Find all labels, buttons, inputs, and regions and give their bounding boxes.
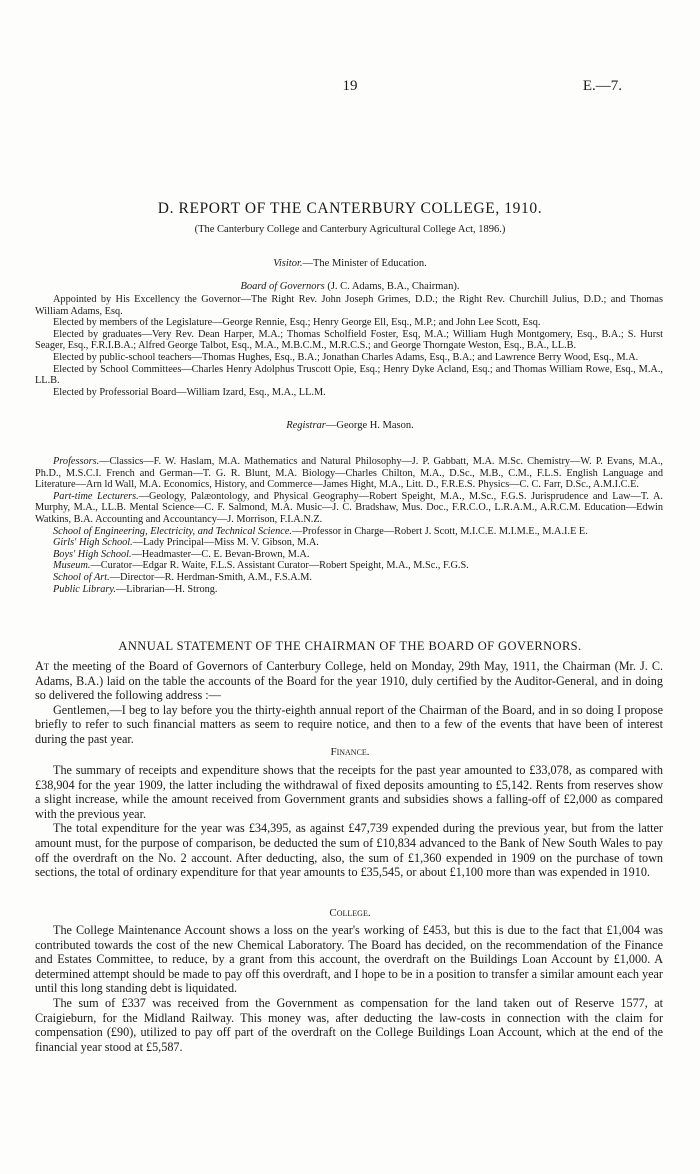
staff-label: Part-time Lecturers. xyxy=(53,490,139,502)
staff-label: Public Library. xyxy=(53,583,116,595)
board-text: (J. C. Adams, B.A., Chairman). xyxy=(327,281,460,292)
staff-item xyxy=(35,456,663,491)
staff-text: —Headmaster—C. E. Bevan-Brown, M.A. xyxy=(131,548,310,560)
appointment-item: Elected by Professorial Board—William Izard, Esq., M.A., LL.M. xyxy=(53,386,326,398)
staff-text: —Curator—Edgar R. Waite, F.L.S. Assistant Curator—Robert Speight, M.A., M.Sc., F.G.S. xyxy=(90,560,469,572)
staff-text: —Geology, Palæontology, and Physical Geography—Robert Speight, M.A., M.Sc., F.G.S. Jurisprudence and Law—T. A. Murphy, M.A., LL.B. Mental Science—C. F. Salmond, M.A. Music—J. C. Bradshaw, Mus. Doc., F.R.C.O., L.R.A.M., A.R.C.M. Education—Edwin Watkins, B.A. Accounting and Accountancy—J. Morrison, F.I.A.N.Z. xyxy=(35,490,663,525)
report-title: D. REPORT OF THE CANTERBURY COLLEGE, 1910. xyxy=(157,200,543,217)
staff-label: Museum. xyxy=(53,560,91,572)
staff-text: —Classics—F. W. Haslam, M.A. Mathematics and Natural Philosophy—J. P. Gabbatt, M.A. M.Sc. Chemistry—W. P. Evans, M.A., Ph.D., M.S.C.I. French and German—T. G. R. Blunt, M.A. Biology—Charles Chilton, M.A., D.Sc., M.B., C.M., F.L.S. English Language and Literature—Arn ld Wall, M.A. Economics, History, and Commerce—James Hight, M.A., Litt. D., F.R.E.S. Physics—C. C. Farr, D.Sc., A.M.I.C.E. xyxy=(35,456,663,491)
registrar-text: —George H. Mason. xyxy=(325,420,414,431)
intro-lead: At xyxy=(35,659,50,673)
staff-list xyxy=(35,456,663,595)
staff-item xyxy=(35,491,663,526)
staff-label: Girls' High School. xyxy=(53,537,133,549)
staff-item xyxy=(35,549,663,561)
staff-label: School of Engineering, Electricity, and Technical Science. xyxy=(53,525,292,537)
college-heading: College. xyxy=(329,907,371,919)
document-reference: E.—7. xyxy=(582,78,622,94)
staff-item xyxy=(35,572,663,584)
staff-label: School of Art. xyxy=(53,571,110,583)
address-paragraph: Gentlemen,—I beg to lay before you the thirty-eighth annual report of the Chairman of the Board, and in so doing I propose briefly to refer to such financial matters as seem to require notice, and then to a few of the events that have been of interest during the past year. xyxy=(35,702,663,746)
staff-text: —Professor in Charge—Robert J. Scott, M.I.C.E. M.I.M.E., M.A.I.E E. xyxy=(291,525,588,537)
staff-text: —Librarian—H. Strong. xyxy=(115,583,218,595)
intro-text: the meeting of the Board of Governors of Canterbury College, held on Monday, 29th May, 1911, the Chairman (Mr. J. C. Adams, B.A.) laid on the table the accounts of the Board for the year 1910, duly certified by the Auditor-General, and in doing so delivered the following address :— xyxy=(35,659,663,703)
finance-heading: Finance. xyxy=(330,746,370,758)
appointment-item: Elected by School Committees—Charles Henry Adolphus Truscott Opie, Esq.; Henry Dyke Acland, Esq.; and Thomas William Rowe, Esq., M.A., LL.B. xyxy=(35,363,663,387)
staff-text: —Director—R. Herdman-Smith, A.M., F.S.A.M. xyxy=(109,571,312,583)
staff-text: —Lady Principal—Miss M. V. Gibson, M.A. xyxy=(132,537,319,549)
annual-statement-heading: ANNUAL STATEMENT OF THE CHAIRMAN OF THE BOARD OF GOVERNORS. xyxy=(118,639,582,653)
staff-label: Professors. xyxy=(53,456,100,467)
appointments-list xyxy=(35,294,663,398)
staff-item xyxy=(35,560,663,572)
finance-paragraph: The summary of receipts and expenditure shows that the receipts for the past year amounted to £33,078, as compared with £38,904 for the year 1909, the latter including the withdrawal of fixed deposits amounting to £5,142. Rents from reserves show a slight increase, while the amount received from Government grants and subsidies shows a falling-off of £2,000 as compared with the previous year. xyxy=(35,763,663,821)
finance-paragraph: The total expenditure for the year was £34,395, as against £47,739 expended during the previous year, but from the latter amount must, for the purpose of comparison, be deducted the sum of £10,834 advanced to the Bank of New South Wales to pay off the overdraft on the No. 2 account. After deducting, also, the sum of £1,360 expended in 1909 on the purchase of town sections, the total of ordinary expenditure for that year amounts to £35,545, or about £1,100 more than was expended in 1910. xyxy=(35,821,663,880)
appointment-item: Elected by members of the Legislature—George Rennie, Esq.; Henry George Ell, Esq., M.P.; and John Lee Scott, Esq. xyxy=(53,317,541,329)
college-paragraph: The College Maintenance Account shows a loss on the year's working of £453, but this is due to the fact that £1,004 was contributed towards the cost of the new Chemical Laboratory. The Board has decided, on the recommendation of the Finance and Estates Committee, to reduce, by a grant from this account, the overdraft on the Buildings Loan Account by £1,000. A determined attempt should be made to pay off this overdraft, and I hope to be in a position to transfer a similar amount each year until this long standing debt is liquidated. xyxy=(35,923,663,996)
appointment-item: Elected by graduates—Very Rev. Dean Harper, M.A.; Thomas Scholfield Foster, Esq, M.A.; William Hugh Montgomery, Esq., B.A.; S. Hurst Seager, Esq., F.R.I.B.A.; Alfred George Talbot, Esq., M.A., M.B.C.M., M.R.C.S.; and George Thorngate Weston, Esq., B.A., LL.B. xyxy=(35,328,663,352)
college-section xyxy=(35,923,663,1054)
page-number: 19 xyxy=(342,78,358,94)
appointment-item: Elected by public-school teachers—Thomas Hughes, Esq., B.A.; Jonathan Charles Adams, Esq., B.A.; and Lawrence Berry Wood, Esq., M.A. xyxy=(53,351,639,363)
visitor-label: Visitor. xyxy=(273,258,303,269)
staff-label: Boys' High School. xyxy=(53,548,132,560)
report-subtitle: (The Canterbury College and Canterbury Agricultural College Act, 1896.) xyxy=(194,224,506,235)
board-line xyxy=(0,281,700,292)
college-paragraph: The sum of £337 was received from the Government as compensation for the land taken out of Reserve 1577, at Craigieburn, for the Midland Railway. This money was, after deducting the law-costs in connection with the claim for compensation (£90), utilized to pay off part of the overdraft on the College Buildings Loan Account, which at the end of the financial year stood at £5,587. xyxy=(35,995,663,1054)
appointment-item: Appointed by His Excellency the Governor—The Right Rev. John Joseph Grimes, D.D.; the Right Rev. Churchill Julius, D.D.; and Thomas William Adams, Esq. xyxy=(35,294,663,317)
registrar-label: Registrar xyxy=(286,420,326,431)
visitor-line xyxy=(0,258,700,269)
staff-item xyxy=(35,584,663,596)
visitor-text: —The Minister of Education. xyxy=(302,258,427,269)
finance-section xyxy=(35,763,663,880)
staff-item xyxy=(35,537,663,549)
intro-section xyxy=(35,659,663,747)
registrar-line xyxy=(0,420,700,431)
board-label: Board of Governors xyxy=(240,281,325,292)
staff-item xyxy=(35,526,663,538)
intro-paragraph xyxy=(35,659,663,703)
